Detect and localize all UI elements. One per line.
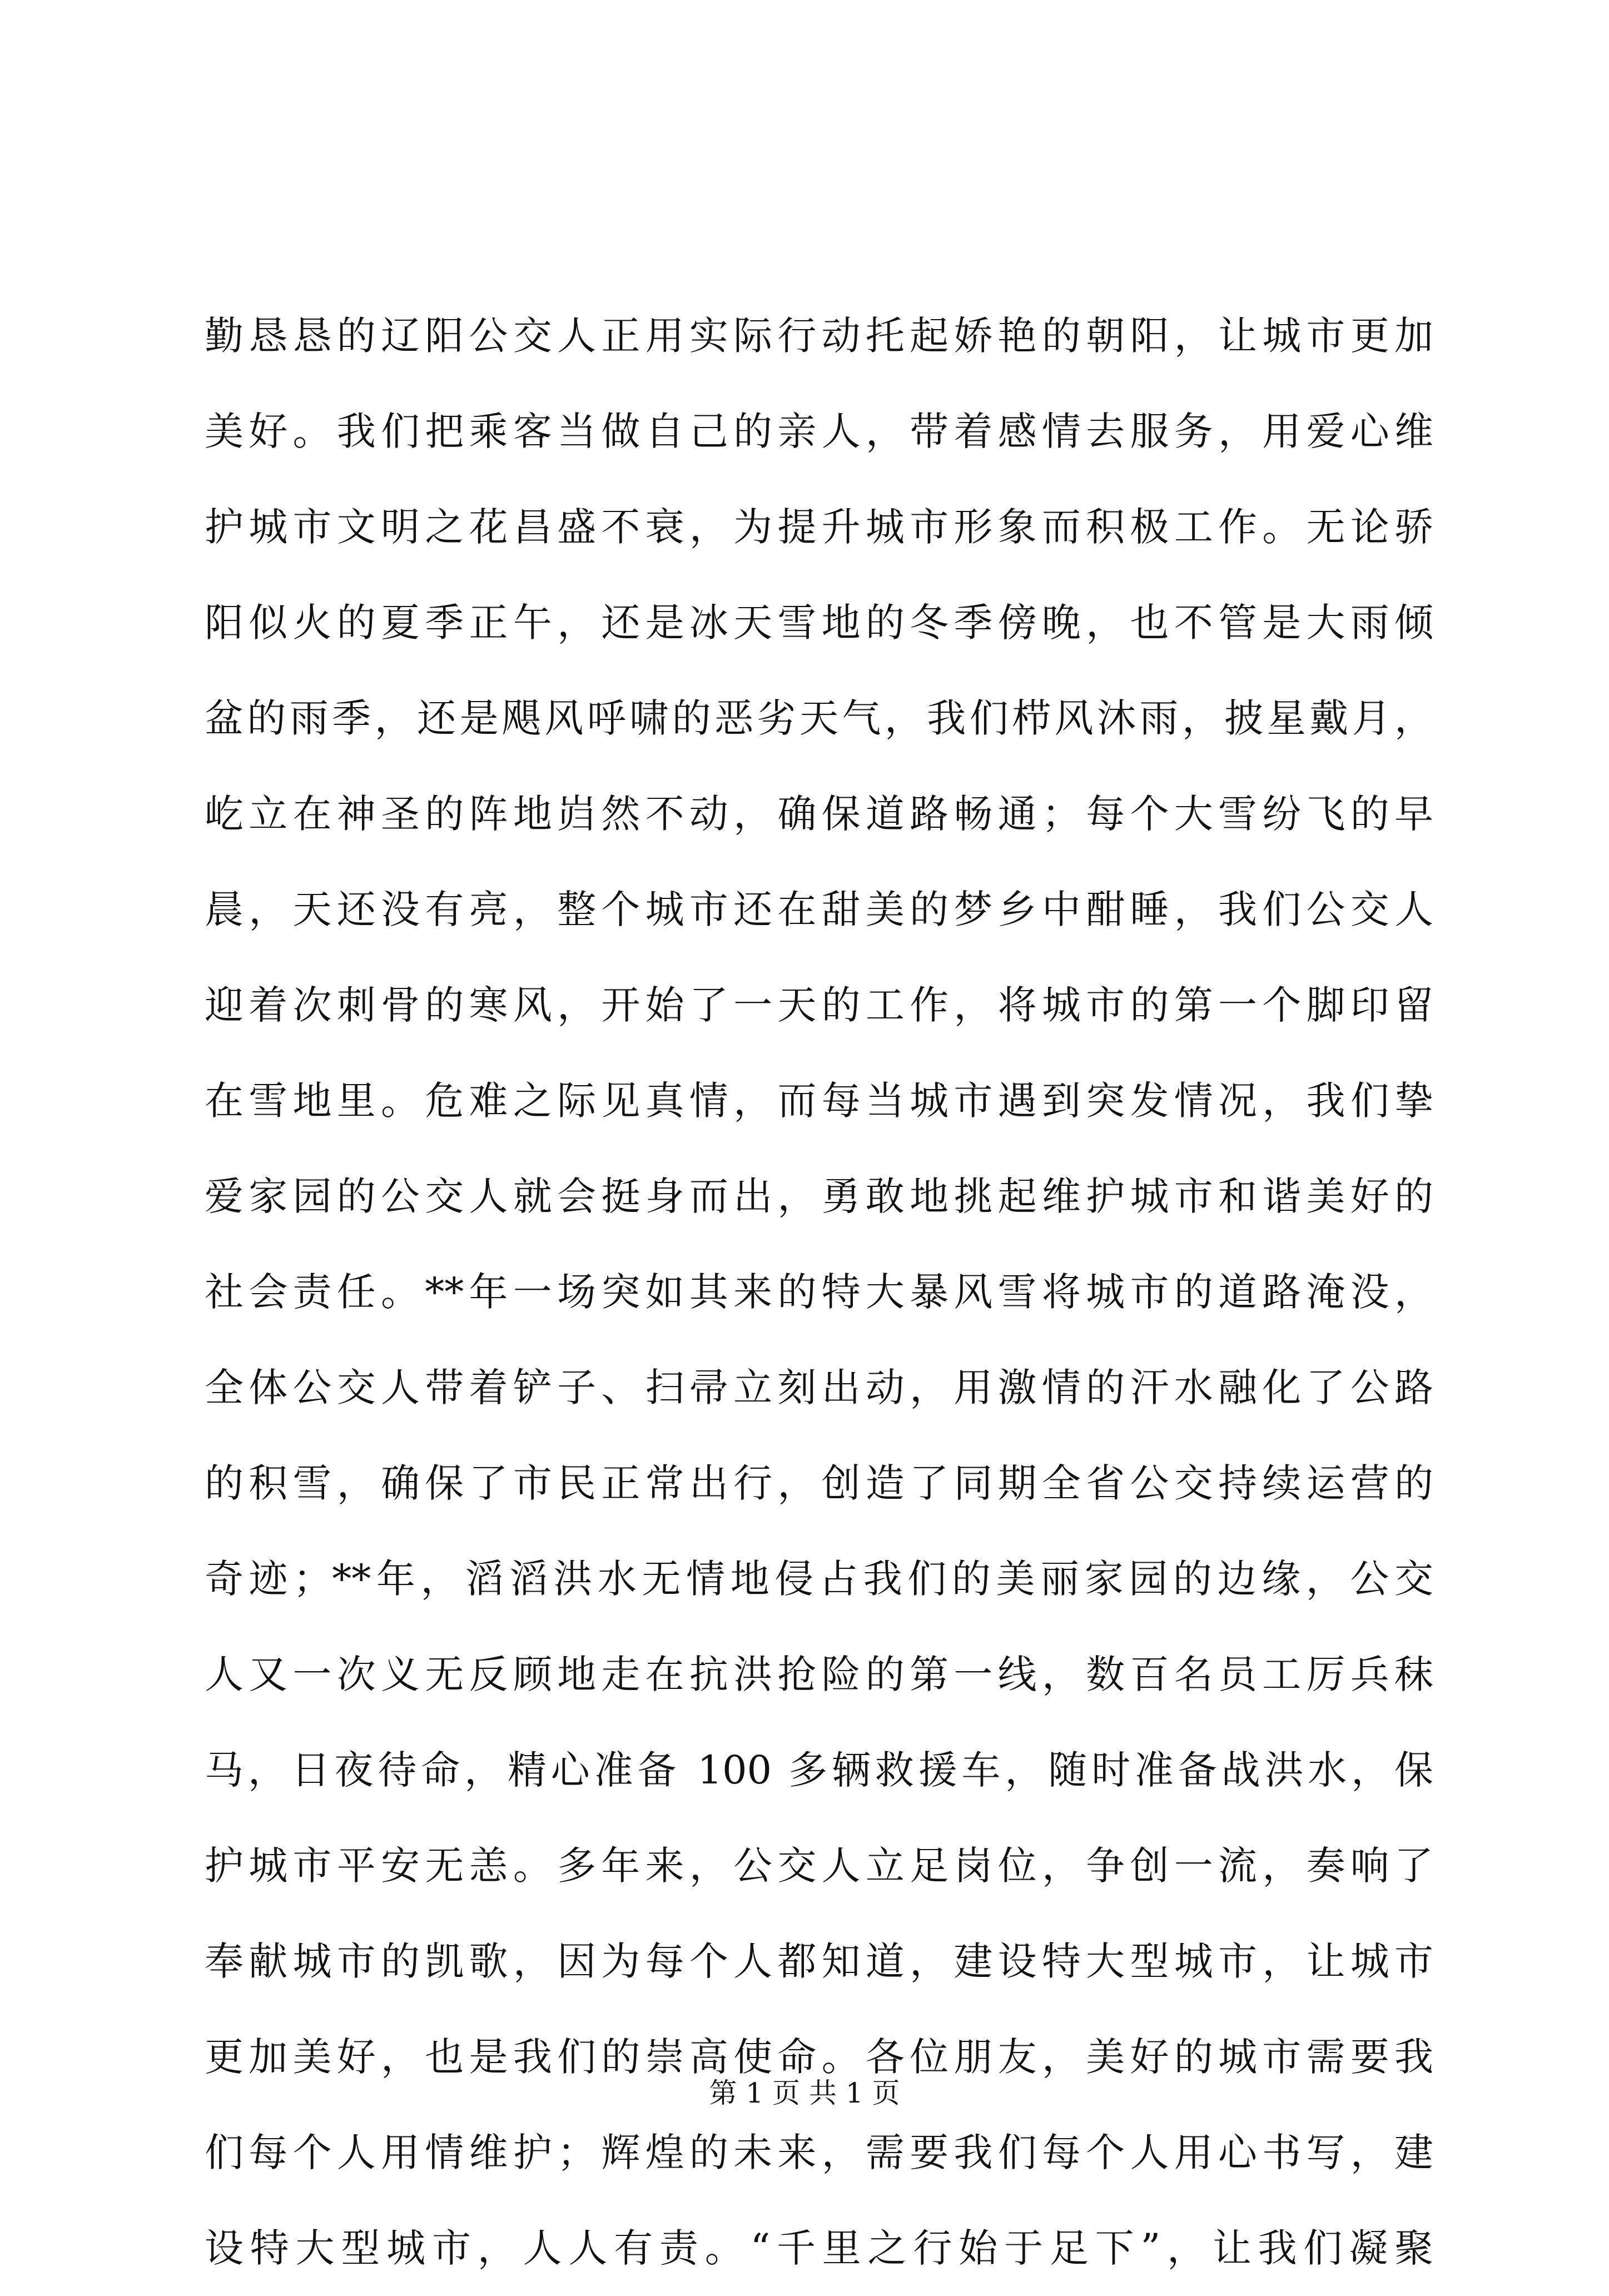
text-line: 更加美好，也是我们的崇高使命。各位朋友，美好的城市需要我 [205,2034,1433,2080]
text-line: 社会责任。**年一场突如其来的特大暴风雪将城市的道路淹没， [205,1269,1433,1315]
text-line: 奉献城市的凯歌，因为每个人都知道，建设特大型城市，让城市 [205,1939,1433,1984]
body-paragraph [205,288,1433,2296]
text-line: 设特大型城市，人人有责。“千里之行始于足下”，让我们凝聚 [205,2225,1433,2271]
text-line: 护城市文明之花昌盛不衰，为提升城市形象而积极工作。无论骄 [205,504,1433,550]
text-line: 爱家园的公交人就会挺身而出，勇敢地挑起维护城市和谐美好的 [205,1174,1433,1219]
text-line: 们每个人用情维护；辉煌的未来，需要我们每个人用心书写，建 [205,2130,1433,2175]
text-line: 晨，天还没有亮，整个城市还在甜美的梦乡中酣睡，我们公交人 [205,887,1433,932]
page-footer: 第 1 页 共 1 页 [709,2077,900,2109]
text-line: 迎着次刺骨的寒风，开始了一天的工作，将城市的第一个脚印留 [205,982,1433,1028]
text-line: 盆的雨季，还是飓风呼啸的恶劣天气，我们栉风沐雨，披星戴月， [205,695,1433,741]
text-line: 屹立在神圣的阵地岿然不动，确保道路畅通；每个大雪纷飞的早 [205,791,1433,837]
text-line: 人又一次义无反顾地走在抗洪抢险的第一线，数百名员工厉兵秣 [205,1652,1433,1697]
text-line: 勤恳恳的辽阳公交人正用实际行动托起娇艳的朝阳，让城市更加 [205,313,1433,359]
text-line: 在雪地里。危难之际见真情，而每当城市遇到突发情况，我们挚 [205,1078,1433,1124]
text-line: 马，日夜待命，精心准备 100 多辆救援车，随时准备战洪水，保 [205,1747,1433,1793]
text-line: 阳似火的夏季正午，还是冰天雪地的冬季傍晚，也不管是大雨倾 [205,600,1433,645]
text-line: 的积雪，确保了市民正常出行，创造了同期全省公交持续运营的 [205,1460,1433,1506]
text-line: 美好。我们把乘客当做自己的亲人，带着感情去服务，用爱心维 [205,409,1433,454]
text-line: 全体公交人带着铲子、扫帚立刻出动，用激情的汗水融化了公路 [205,1365,1433,1410]
text-line: 护城市平安无恙。多年来，公交人立足岗位，争创一流，奏响了 [205,1843,1433,1889]
text-line: 奇迹；**年，滔滔洪水无情地侵占我们的美丽家园的边缘，公交 [205,1556,1433,1602]
